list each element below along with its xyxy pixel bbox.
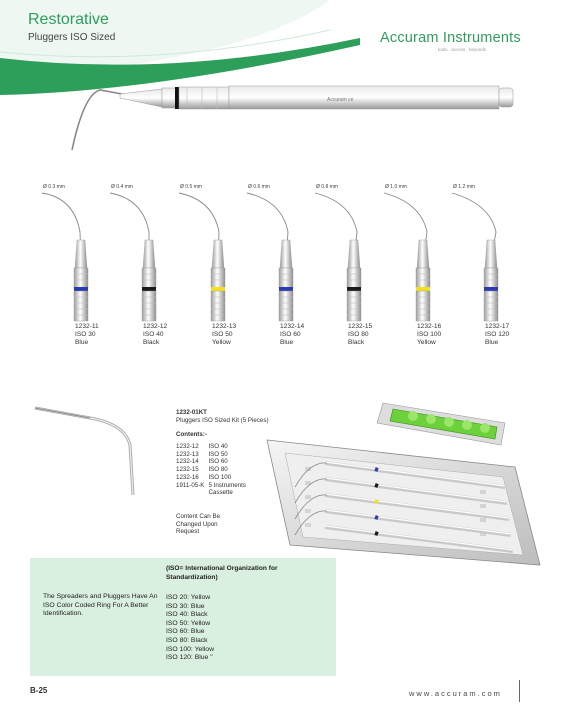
section-subtitle: Pluggers ISO Sized <box>28 32 116 43</box>
contents-desc: ISO 60 <box>208 458 228 466</box>
kit-name: Pluggers ISO Sized Kit (5 Pieces) <box>176 416 269 424</box>
plugger-instrument-image <box>313 190 383 322</box>
instrument-color: Blue <box>485 339 499 346</box>
iso-color-item: ISO 120: Blue " <box>166 654 213 662</box>
iso-color-item: ISO 30: Blue <box>166 602 205 610</box>
instrument-color: Black <box>143 339 160 346</box>
iso-color-item: ISO 60: Blue <box>166 628 205 636</box>
brand-prefix: Accuram <box>380 30 439 46</box>
contents-row <box>176 466 264 474</box>
footer-divider <box>519 680 520 702</box>
instrument-color: Black <box>348 339 365 346</box>
instrument-iso: ISO 30 <box>75 331 96 338</box>
instrument-color: Blue <box>280 339 294 346</box>
section-title: Restorative <box>28 11 109 28</box>
instrument-color: Yellow <box>212 339 231 346</box>
note-line: Request <box>176 528 200 536</box>
iso-color-item: ISO 50: Yellow <box>166 619 211 627</box>
instrument-color: Yellow <box>417 339 436 346</box>
note-line: Content Can Be <box>176 513 221 520</box>
plugger-instrument-image <box>177 190 247 322</box>
iso-color-item: ISO 40: Black <box>166 611 208 619</box>
contents-title: Contents:- <box>176 431 207 439</box>
instrument-code: 1232-17 <box>485 323 510 330</box>
instrument-spec <box>212 323 236 347</box>
instrument-spec <box>143 323 167 347</box>
plugger-instrument-image <box>382 190 452 322</box>
instrument-color: Blue <box>75 339 89 346</box>
color-coding-note: The Spreaders and Pluggers Have An ISO Color Coded Ring For A Better Identification. <box>43 593 158 618</box>
contents-row <box>176 482 264 497</box>
contents-desc: ISO 40 <box>208 443 228 450</box>
page-number: B-25 <box>30 686 48 695</box>
content-note <box>176 513 220 536</box>
instrument-code: 1232-11 <box>75 323 99 330</box>
contents-code: 1232-15 <box>176 466 199 474</box>
hero-instrument-image <box>62 82 522 152</box>
plugger-instrument-image <box>40 190 110 322</box>
instrument-code: 1232-16 <box>417 323 442 330</box>
instrument-iso: ISO 120 <box>485 331 510 338</box>
contents-desc: ISO 50 <box>208 450 228 458</box>
instrument-code: 1232-15 <box>348 323 373 330</box>
contents-desc: ISO 80 <box>208 466 228 474</box>
iso-color-item: ISO 100: Yellow <box>166 645 214 653</box>
instrument-spec <box>417 323 441 347</box>
contents-row <box>176 443 264 451</box>
contents-desc: ISO 100 <box>208 473 232 481</box>
instrument-code: 1232-13 <box>212 323 237 330</box>
website-url: www.accuram.com <box>409 689 502 698</box>
contents-code: 1911-05-K <box>176 481 205 489</box>
iso-color-item: ISO 20: Yellow <box>166 594 211 601</box>
size-label: Ø 0.6 mm <box>248 184 270 190</box>
cassette-tray-image <box>265 395 555 570</box>
size-label: Ø 0.5 mm <box>180 184 202 190</box>
size-label: Ø 1.2 mm <box>453 184 475 190</box>
size-label: Ø 0.4 mm <box>111 184 133 190</box>
iso-definition: (ISO= International Organization for Standardization) <box>166 565 278 581</box>
contents-code: 1232-14 <box>176 458 199 466</box>
contents-code: 1232-16 <box>176 473 199 481</box>
instrument-code: 1232-14 <box>280 323 305 330</box>
hero-engraving: Accuram ce <box>327 97 354 103</box>
plugger-instrument-image <box>108 190 178 322</box>
contents-code: 1232-13 <box>176 450 199 458</box>
instrument-spec <box>348 323 372 347</box>
size-label: Ø 0.3 mm <box>43 184 65 190</box>
kit-code: 1232-01KT <box>176 409 207 416</box>
contents-desc: 5 Instruments Cassette <box>208 481 246 497</box>
instrument-iso: ISO 40 <box>143 331 164 338</box>
plugger-instrument-image <box>245 190 315 322</box>
brand-tagline: tools . access . beyonds <box>438 47 487 52</box>
brand-logo <box>380 30 521 46</box>
iso-color-item: ISO 80: Black <box>166 636 208 644</box>
kit-header <box>176 409 269 439</box>
instrument-iso: ISO 50 <box>212 331 233 338</box>
instrument-iso: ISO 80 <box>348 331 369 338</box>
plugger-instrument-image <box>450 190 520 322</box>
size-label: Ø 0.8 mm <box>316 184 338 190</box>
note-line: Changed Upon <box>176 520 218 528</box>
instrument-spec <box>485 323 509 347</box>
instrument-spec <box>75 323 99 347</box>
contents-row <box>176 451 264 459</box>
contents-code: 1232-12 <box>176 443 199 450</box>
contents-row <box>176 474 264 482</box>
iso-color-list <box>166 594 214 663</box>
instrument-iso: ISO 60 <box>280 331 301 338</box>
instrument-code: 1232-12 <box>143 323 168 330</box>
brand-suffix: Instruments <box>438 30 521 46</box>
kit-instrument-image <box>30 400 170 500</box>
instrument-spec <box>280 323 304 347</box>
size-label: Ø 1.0 mm <box>385 184 407 190</box>
instrument-iso: ISO 100 <box>417 331 442 338</box>
contents-row <box>176 458 264 466</box>
kit-contents <box>176 443 264 497</box>
